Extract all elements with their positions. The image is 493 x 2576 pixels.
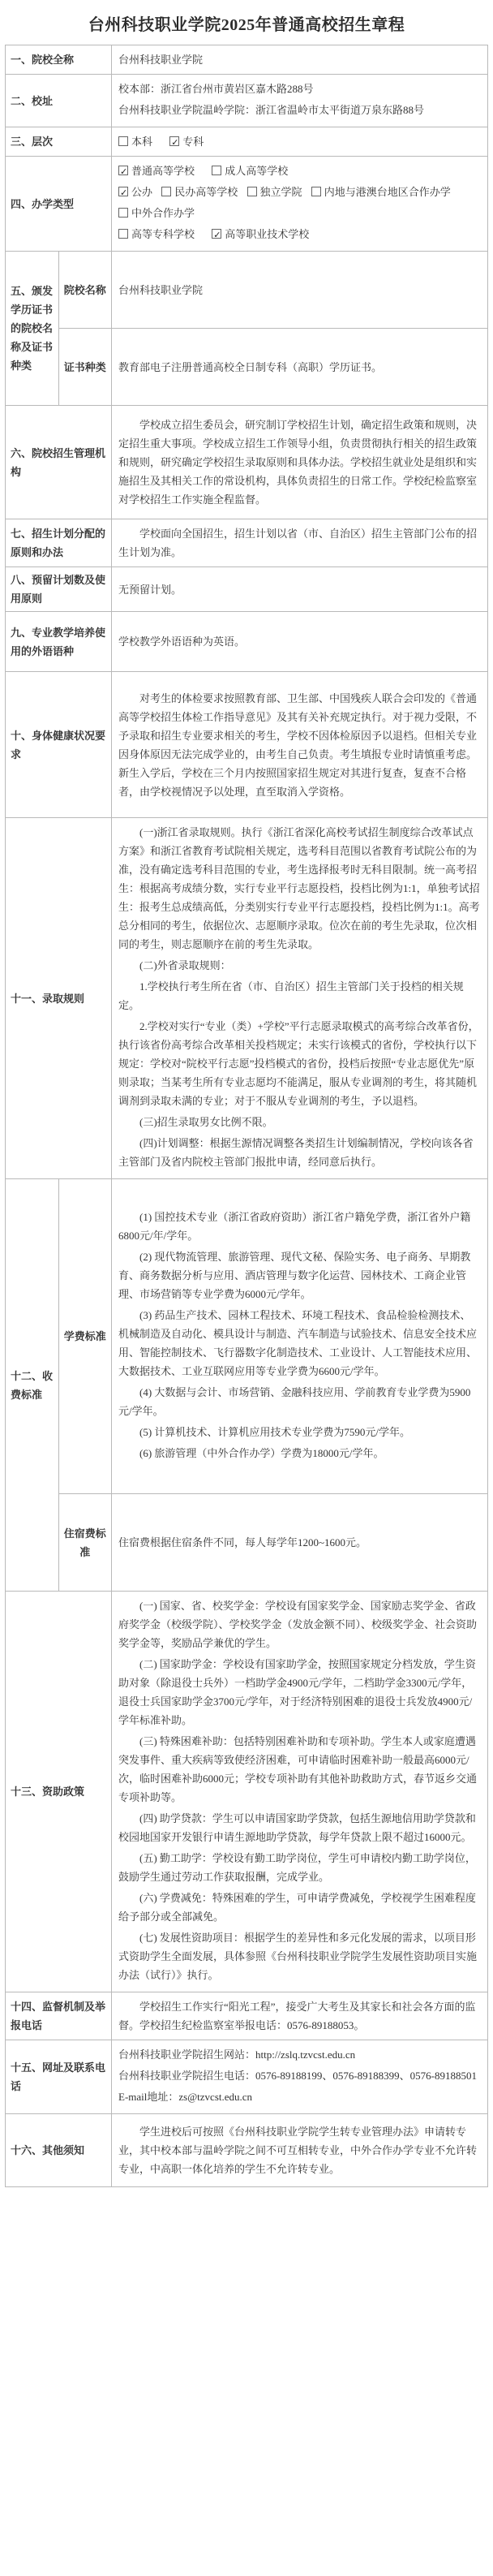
- option-adult-college: 成人高等学校: [212, 162, 288, 180]
- row-admission-rules: [6, 818, 488, 1179]
- row-financial-aid: [6, 1592, 488, 1992]
- checkbox-icon: [161, 187, 171, 196]
- row-label: 十三、资助政策: [6, 1592, 112, 1992]
- row-contact: [6, 2040, 488, 2114]
- row-plan-allocation: [6, 519, 488, 567]
- tuition-item: (5) 计算机技术、计算机应用技术专业学费为7590元/学年。: [139, 1426, 411, 1438]
- option-regular-college: ✓普通高等学校: [118, 162, 195, 180]
- page-title: 台州科技职业学院2025年普通高校招生章程: [88, 16, 405, 34]
- row-dorm-fee: [6, 1494, 488, 1592]
- checkbox-icon: [118, 229, 128, 239]
- checkbox-icon: [118, 208, 128, 218]
- row-label: 二、校址: [6, 75, 112, 127]
- row-admission-office: [6, 406, 488, 519]
- aid-item: (四) 助学贷款：学生可以申请国家助学贷款，包括生源地信用助学贷款和校园地国家开发银行申请生源地助学贷款，每学年贷款上限不超过16000元。: [118, 1812, 476, 1843]
- aid-item: (六) 学费减免：特殊困难的学生，可申请学费减免，学校视学生困难程度给予部分或全部减免。: [118, 1892, 476, 1923]
- row-label: 六、院校招生管理机构: [6, 406, 112, 519]
- sub-label-certificate-type: 证书种类: [58, 329, 112, 406]
- certificate-type-value: 教育部电子注册普通高校全日制专科（高职）学历证书。: [112, 329, 488, 406]
- contact-content: [112, 2040, 488, 2114]
- row-label: 十一、录取规则: [6, 818, 112, 1179]
- address-wenling-campus: 台州科技职业学院温岭学院：浙江省温岭市太平街道万泉东路88号: [118, 104, 425, 116]
- checkbox-icon: [118, 136, 128, 146]
- row-supervision: [6, 1992, 488, 2040]
- row-full-name: [6, 45, 488, 75]
- document: [5, 0, 488, 2187]
- row-label: 四、办学类型: [6, 157, 112, 252]
- option-hk-macao-taiwan: 内地与港澳台地区合作办学: [311, 183, 451, 201]
- option-private: 民办高等学校: [161, 183, 238, 201]
- option-public: ✓公办: [118, 183, 152, 201]
- row-reserved-plan: [6, 567, 488, 612]
- row-label: 七、招生计划分配的原则和办法: [6, 519, 112, 567]
- website-line: 台州科技职业学院招生网站：http://zslq.tzvcst.edu.cn: [118, 2048, 356, 2061]
- tuition-content: [112, 1179, 488, 1494]
- row-address: [6, 75, 488, 127]
- rule-item-2: 2.学校对实行“专业（类）+学校”平行志愿录取模式的高考综合改革省份，执行该省份高考综合改革相关投档规定；未实行该模式的省份，学校执行以下规定：学校对“院校平行志愿”投档模式的省份，投档后按照“专业志愿优先”原则录取；当某考生所有专业志愿均不能满足，服从专业调剂的考生，将其随机调剂到录取未满的专业；对于不服从专业调剂的考生，予以退档。: [118, 1020, 479, 1107]
- option-junior-college: ✓ 专科: [169, 132, 204, 151]
- supervision-text: 学校招生工作实行“阳光工程”，接受广大考生及其家长和社会各方面的监督。学校招生纪检监察室举报电话：0576-89188053。: [112, 1992, 488, 2040]
- admission-office-text: 学校成立招生委员会，研究制订学校招生计划，确定招生政策和规则，决定招生重大事项。学校成立招生工作领导小组，负责贯彻执行相关的招生政策和规则，研究确定学校招生录取原则和具体办法。学校招生就业处是组织和实施招生及其相关工作的常设机构，具体负责招生的日常工作。学校纪检监察室对学校招生工作实施全程监督。: [112, 406, 488, 519]
- aid-item: (七) 发展性资助项目：根据学生的差异性和多元化发展的需求，以项目形式资助学生全面发展，具体参照《台州科技职业学院学生发展性资助项目实施办法（试行）》执行。: [118, 1932, 478, 1981]
- charter-table: [5, 45, 488, 2187]
- row-label: 十、身体健康状况要求: [6, 672, 112, 818]
- aid-item: (二) 国家助学金：学校设有国家助学金，按照国家规定分档发放，学生资助对象（除退役士兵外）一档助学金4900元/学年，二档助学金3300元/学年，退役士兵国家助学金3700元/学年，对于经济特别困难的退役士兵发放4900元/学年标准补助。: [118, 1658, 476, 1726]
- checkbox-checked-icon: [118, 187, 128, 196]
- row-label: 九、专业教学培养使用的外语语种: [6, 612, 112, 672]
- rule-zhejiang: (一)浙江省录取规则。执行《浙江省深化高校考试招生制度综合改革试点方案》和浙江省教育考试院相关规定，选考科目范围以省教育考试院公布的为准，没有确定选考科目范围的专业，考生选择报考时无科目限制。统一高考招生：根据高考成绩分数，实行专业平行志愿投档，投档比例为1:1，单独考试招生：报考生总成绩高低，分类别实行专业平行志愿投档，投档比例为1:1。高考总分相同的考生，依据位次、志愿顺序录取。位次在前的考生先录取，位次相同的考生，则志愿顺序在前的考生先录取。: [118, 826, 480, 950]
- row-label: 八、预留计划数及使用原则: [6, 567, 112, 612]
- dorm-fee-text: 住宿费根据住宿条件不同，每人每学年1200~1600元。: [112, 1494, 488, 1592]
- checkbox-icon: [212, 166, 221, 175]
- school-type-options: [112, 157, 488, 252]
- row-label: 五、颁发学历证书的院校名称及证书种类: [6, 252, 59, 406]
- rule-plan-adjustment: (四)计划调整：根据生源情况调整各类招生计划编制情况，学校向该各省主管部门及省内院校主管部门报批申请，经同意后执行。: [118, 1137, 474, 1168]
- tuition-item: (4) 大数据与会计、市场营销、金融科技应用、学前教育专业学费为5900元/学年。: [118, 1386, 471, 1417]
- tuition-item: (2) 现代物流管理、旅游管理、现代文秘、保险实务、电子商务、早期教育、商务数据分析与应用、酒店管理与数字化运营、园林技术、工商企业管理、市场营销等专业学费为6000元/学年。: [118, 1251, 471, 1300]
- row-certificate-type: [6, 329, 488, 406]
- row-certificate-school: [6, 252, 488, 329]
- row-label: 一、院校全称: [6, 45, 112, 75]
- reserved-plan-text: 无预留计划。: [112, 567, 488, 612]
- address-main-campus: 校本部：浙江省台州市黄岩区嘉木路288号: [118, 83, 314, 95]
- rule-other-provinces: (二)外省录取规则：: [139, 959, 231, 971]
- school-name-value: 台州科技职业学院: [112, 45, 488, 75]
- option-junior-college-type: 高等专科学校: [118, 225, 195, 243]
- row-label: 十五、网址及联系电话: [6, 2040, 112, 2114]
- other-notes-text: 学生进校后可按照《台州科技职业学院学生转专业管理办法》申请转专业，其中校本部与温岭学院之间不可互相转专业，中外合作办学专业不允许转专业，中高职一体化培养的学生不允许转专业。: [112, 2114, 488, 2187]
- sub-label-tuition: 学费标准: [58, 1179, 112, 1494]
- plan-allocation-text: 学校面向全国招生，招生计划以省（市、自治区）招生主管部门公布的招生计划为准。: [112, 519, 488, 567]
- option-independent: 独立学院: [247, 183, 302, 201]
- sub-label-school-name: 院校名称: [58, 252, 112, 329]
- row-level: [6, 127, 488, 157]
- checkbox-checked-icon: [169, 136, 179, 146]
- email-line: E-mail地址：zs@tzvcst.edu.cn: [118, 2091, 253, 2103]
- certificate-school-value: 台州科技职业学院: [112, 252, 488, 329]
- option-undergraduate: 本科: [118, 132, 152, 151]
- aid-item: (五) 勤工助学：学校设有勤工助学岗位，学生可申请校内勤工助学岗位，鼓励学生通过劳动工作获取报酬，完成学业。: [118, 1852, 476, 1883]
- financial-aid-content: [112, 1592, 488, 1992]
- option-vocational-college: ✓ 高等职业技术学校: [212, 225, 309, 243]
- checkbox-checked-icon: [118, 166, 128, 175]
- row-health-requirements: [6, 672, 488, 818]
- aid-item: (一) 国家、省、校奖学金：学校设有国家奖学金、国家励志奖学金、省政府奖学金（校级学院）、学校奖学金（发放金额不同）、校级奖学金、社会资助奖学金等，奖励品学兼优的学生。: [118, 1600, 478, 1649]
- row-school-type: [6, 157, 488, 252]
- row-label: 十四、监督机制及举报电话: [6, 1992, 112, 2040]
- rule-gender-ratio: (三)招生录取男女比例不限。: [139, 1116, 273, 1128]
- rule-item-1: 1.学校执行考生所在省（市、自治区）招生主管部门关于投档的相关规定。: [118, 980, 464, 1011]
- row-tuition: [6, 1179, 488, 1494]
- option-sino-foreign: 中外合作办学: [118, 204, 195, 222]
- tuition-item: (1) 国控技术专业（浙江省政府资助）浙江省户籍免学费，浙江省外户籍6800元/年/学年。: [118, 1211, 471, 1242]
- aid-item: (三) 特殊困难补助：包括特别困难补助和专项补助。学生本人或家庭遭遇突发事件、重大疾病等致使经济困难，可申请临时困难补助一般最高6000元/次，临时困难补助6000元；学校专项补助有其他补助救助方式，春节返乡交通专项补助等。: [118, 1735, 478, 1803]
- checkbox-icon: [247, 187, 257, 196]
- tuition-item: (3) 药品生产技术、园林工程技术、环境工程技术、食品检验检测技术、机械制造及自动化、模具设计与制造、汽车制造与试验技术、信息安全技术应用、智能控制技术、飞行器数字化制造技术、工业设计、人工智能技术应用、大数据技术、工业互联网应用等专业学费为6600元/学年。: [118, 1309, 478, 1377]
- health-requirements-text: 对考生的体检要求按照教育部、卫生部、中国残疾人联合会印发的《普通高等学校招生体检工作指导意见》及其有关补充规定执行。对于视力受限，不予录取和招生专业要求相关的考生，学校不因体检原因予以退档。但相关专业因身体原因无法完成学业的，由考生自己负责。考生填报专业时请慎重考虑。新生入学后，学校在三个月内按照国家招生规定对其进行复查，复查不合格者，由学校视情况予以处理，直至取消入学资格。: [112, 672, 488, 818]
- row-label: 十六、其他须知: [6, 2114, 112, 2187]
- tuition-item: (6) 旅游管理（中外合作办学）学费为18000元/学年。: [139, 1447, 384, 1459]
- row-label: 十二、收费标准: [6, 1179, 59, 1592]
- row-label: 三、层次: [6, 127, 112, 157]
- phone-line: 台州科技职业学院招生电话：0576-89188199、0576-89188399、0576-89188501: [118, 2070, 477, 2082]
- checkbox-checked-icon: [212, 229, 221, 239]
- admission-rules-content: [112, 818, 488, 1179]
- sub-label-dorm: 住宿费标准: [58, 1494, 112, 1592]
- row-foreign-language: [6, 612, 488, 672]
- foreign-language-text: 学校教学外语语种为英语。: [112, 612, 488, 672]
- row-other-notes: [6, 2114, 488, 2187]
- checkbox-icon: [311, 187, 321, 196]
- level-options: [112, 127, 488, 157]
